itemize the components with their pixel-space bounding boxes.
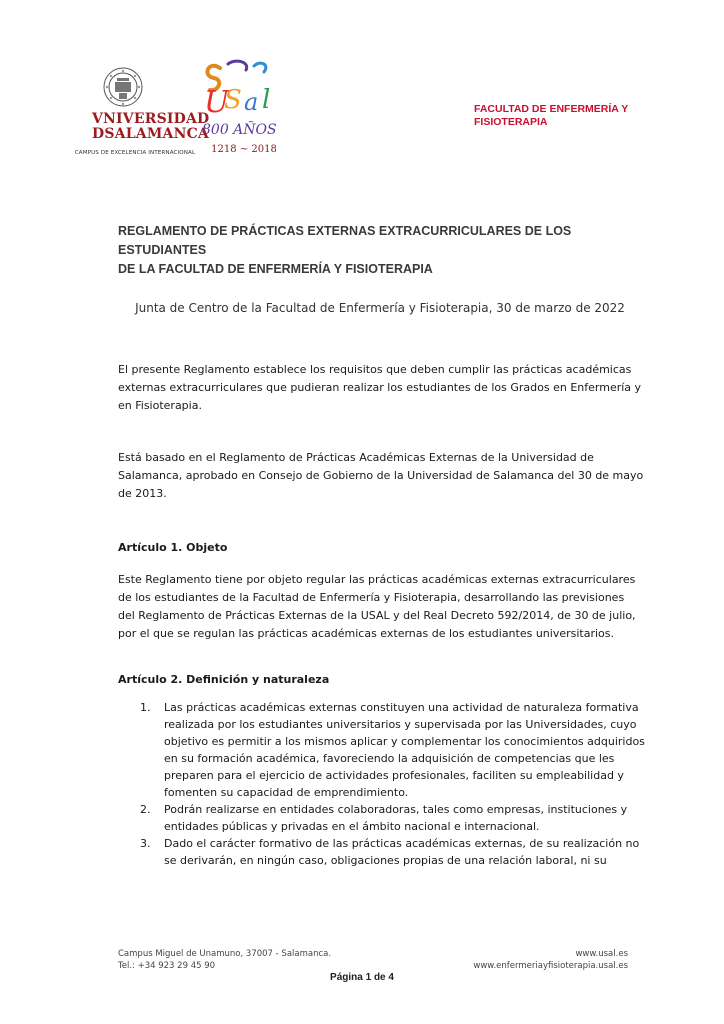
footer-contact — [118, 948, 331, 972]
text-line: Salamanca, aprobado en Consejo de Gobierno de la Universidad de Salamanca del 30 de mayo — [118, 469, 644, 482]
footer-websites — [473, 948, 628, 972]
list-item-number: 3. — [140, 837, 151, 850]
university-seal-icon — [102, 64, 144, 110]
text-line: El presente Reglamento establece los requisitos que deben cumplir las prácticas académicas — [118, 363, 632, 376]
faculty-name-line1: FACULTAD DE ENFERMERÍA Y — [474, 103, 629, 115]
text-line: Este Reglamento tiene por objeto regular las prácticas académicas externas extracurriculares — [118, 573, 636, 586]
text-line: de 2013. — [118, 487, 167, 500]
intro-paragraph-2 — [118, 449, 644, 503]
title-line1: REGLAMENTO DE PRÁCTICAS EXTERNAS EXTRACURRICULARES DE LOS ESTUDIANTES — [118, 224, 572, 257]
text-line: en Fisioterapia. — [118, 399, 202, 412]
title-line2: DE LA FACULTAD DE ENFERMERÍA Y FISIOTERAPIA — [118, 262, 433, 276]
text-line: objetivo es permitir a los mismos aplicar y complementar los conocimientos adquiridos — [164, 735, 645, 748]
text-line: de los estudiantes de la Facultad de Enfermería y Fisioterapia, desarrollando las previsiones — [118, 591, 625, 604]
text-line: del Reglamento de Prácticas Externas de la USAL y del Real Decreto 592/2014, de 30 de julio, — [118, 609, 636, 622]
faculty-name-line2: FISIOTERAPIA — [474, 116, 548, 128]
article-2-list — [118, 699, 645, 869]
anniversary-years: 1218 ~ 2018 — [211, 144, 277, 155]
text-line: en su formación académica, favoreciendo la adquisición de competencias que les — [164, 752, 615, 765]
text-line: Las prácticas académicas externas constituyen una actividad de naturaleza formativa — [164, 701, 639, 714]
usal-800-anos-icon — [198, 56, 290, 144]
text-line: realizada por los estudiantes universitarios y supervisada por las Universidades, cuyo — [164, 718, 637, 731]
intro-paragraph-1 — [118, 361, 642, 415]
text-line: Está basado en el Reglamento de Prácticas Académicas Externas de la Universidad de — [118, 451, 594, 464]
university-logo — [62, 62, 210, 162]
footer-link-usal[interactable]: www.usal.es — [575, 949, 628, 959]
footer-phone: Tel.: +34 923 29 45 90 — [118, 961, 216, 971]
university-name-line1: VNIVERSIDAD — [92, 111, 210, 127]
svg-text:a: a — [244, 88, 259, 116]
anniversary-logo — [198, 56, 290, 166]
text-line: entidades públicas y privadas en el ámbito nacional e internacional. — [164, 820, 540, 833]
article-1-body — [118, 571, 638, 643]
svg-text:S: S — [224, 85, 242, 115]
text-line: fomenten su capacidad de emprendimiento. — [164, 786, 409, 799]
text-line: se derivarán, en ningún caso, obligaciones propias de una relación laboral, ni su — [164, 854, 607, 867]
campus-tagline: CAMPUS DE EXCELENCIA INTERNACIONAL — [74, 150, 196, 156]
document-title — [118, 222, 638, 279]
list-item — [118, 801, 638, 835]
svg-text:800 AÑOS: 800 AÑOS — [202, 122, 277, 138]
list-item-number: 2. — [140, 803, 151, 816]
faculty-name — [474, 103, 654, 129]
university-name-line2: DSALAMANCA — [92, 126, 209, 142]
list-item — [118, 835, 638, 869]
text-line: Podrán realizarse en entidades colaboradoras, tales como empresas, instituciones y — [164, 803, 628, 816]
article-2-heading: Artículo 2. Definición y naturaleza — [118, 673, 330, 686]
page-number: Página 1 de 4 — [330, 972, 394, 983]
svg-text:l: l — [262, 85, 271, 115]
list-item-number: 1. — [140, 701, 151, 714]
article-1-heading: Artículo 1. Objeto — [118, 541, 228, 554]
list-item — [118, 699, 645, 801]
svg-text:U: U — [204, 85, 230, 120]
university-wordmark — [92, 111, 210, 142]
document-subtitle: Junta de Centro de la Facultad de Enfermería y Fisioterapia, 30 de marzo de 2022 — [135, 301, 625, 315]
footer-address: Campus Miguel de Unamuno, 37007 - Salamanca. — [118, 949, 332, 959]
text-line: por el que se regulan las prácticas académicas externas de los estudiantes universitarios. — [118, 627, 615, 640]
text-line: externas extracurriculares que pudieran realizar los estudiantes de los Grados en Enfermería y — [118, 381, 642, 394]
footer-link-faculty[interactable]: www.enfermeriayfisioterapia.usal.es — [473, 961, 628, 971]
text-line: Dado el carácter formativo de las prácticas académicas externas, de su realización no — [164, 837, 640, 850]
text-line: preparen para el ejercicio de actividades profesionales, faciliten su empleabilidad y — [164, 769, 624, 782]
